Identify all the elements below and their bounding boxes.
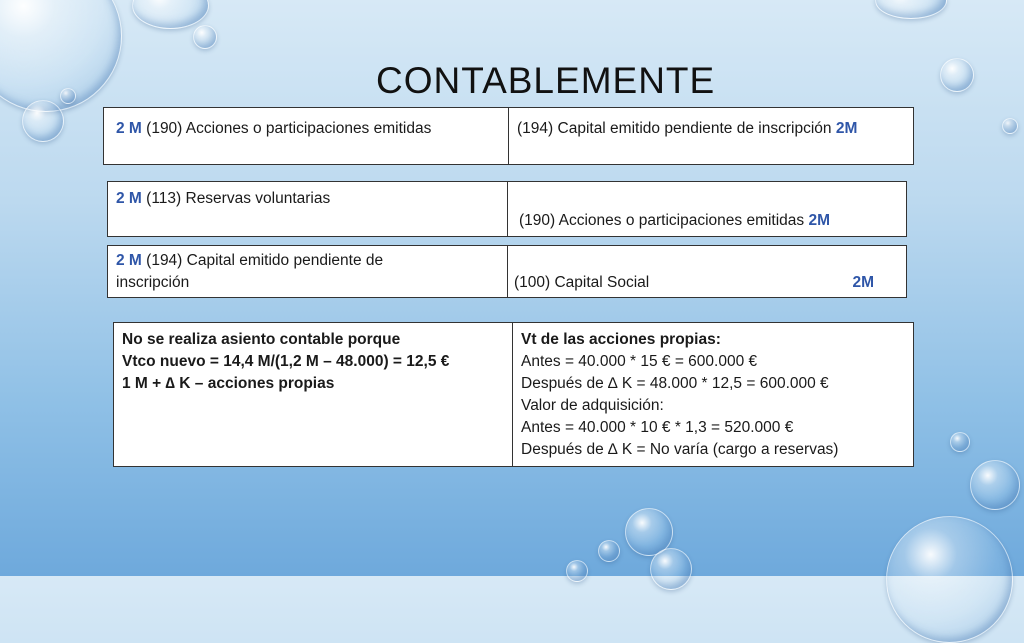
- water-droplet-decoration: [650, 548, 692, 590]
- valuation-heading: Vt de las acciones propias:: [521, 331, 721, 348]
- water-droplet-decoration: [566, 560, 588, 582]
- water-droplet-decoration: [970, 460, 1020, 510]
- explanation-line: 1 M + ∆ K – acciones propias: [122, 375, 335, 392]
- explanation-right-cell: [513, 323, 913, 466]
- credit-amount: 2M: [835, 120, 858, 137]
- credit-amount: 2M: [808, 212, 831, 229]
- valuation-line: Antes = 40.000 * 15 € = 600.000 €: [521, 353, 758, 370]
- debit-cell: [108, 246, 508, 297]
- water-droplet-decoration: [132, 0, 209, 29]
- debit-amount: 2 M: [116, 120, 142, 137]
- water-droplet-decoration: [886, 516, 1013, 643]
- credit-cell: [508, 246, 906, 297]
- credit-account: (100) Capital Social: [513, 274, 650, 291]
- debit-account-line-2: inscripción: [116, 274, 190, 291]
- water-droplet-decoration: [60, 88, 76, 104]
- explanation-line: No se realiza asiento contable porque: [122, 331, 401, 348]
- water-droplet-decoration: [22, 100, 64, 142]
- credit-amount: 2M: [852, 274, 874, 291]
- water-droplet-decoration: [875, 0, 947, 19]
- explanation-left-cell: [114, 323, 513, 466]
- credit-cell: [508, 182, 906, 236]
- valuation-line: Valor de adquisición:: [521, 397, 664, 414]
- explanation-line: Vtco nuevo = 14,4 M/(1,2 M – 48.000) = 12,5 €: [122, 353, 450, 370]
- valuation-line: Después de ∆ K = 48.000 * 12,5 = 600.000 €: [521, 375, 829, 392]
- page-title: CONTABLEMENTE: [376, 60, 716, 101]
- water-droplet-decoration: [1002, 118, 1018, 134]
- debit-amount: 2 M: [116, 190, 142, 207]
- explanation-table: [113, 322, 914, 467]
- water-droplet-decoration: [598, 540, 620, 562]
- water-droplet-decoration: [193, 25, 217, 49]
- journal-entry-table-2: [107, 181, 907, 237]
- debit-cell: [104, 108, 509, 164]
- debit-account: (190) Acciones o participaciones emitidas: [146, 120, 432, 137]
- water-droplet-decoration: [950, 432, 970, 452]
- water-droplet-decoration: [940, 58, 974, 92]
- valuation-line: Después de ∆ K = No varía (cargo a reservas): [521, 441, 839, 458]
- debit-account-line-1: (194) Capital emitido pendiente de: [146, 252, 384, 269]
- credit-cell: [509, 108, 913, 164]
- debit-account: (113) Reservas voluntarias: [146, 190, 331, 207]
- valuation-line: Antes = 40.000 * 10 € * 1,3 = 520.000 €: [521, 419, 794, 436]
- credit-account: (190) Acciones o participaciones emitidas: [518, 212, 805, 229]
- debit-amount: 2 M: [116, 252, 142, 269]
- journal-entry-table-3: [107, 245, 907, 298]
- credit-account: (194) Capital emitido pendiente de inscripción: [517, 120, 832, 137]
- journal-entry-table-1: [103, 107, 914, 165]
- debit-cell: [108, 182, 508, 236]
